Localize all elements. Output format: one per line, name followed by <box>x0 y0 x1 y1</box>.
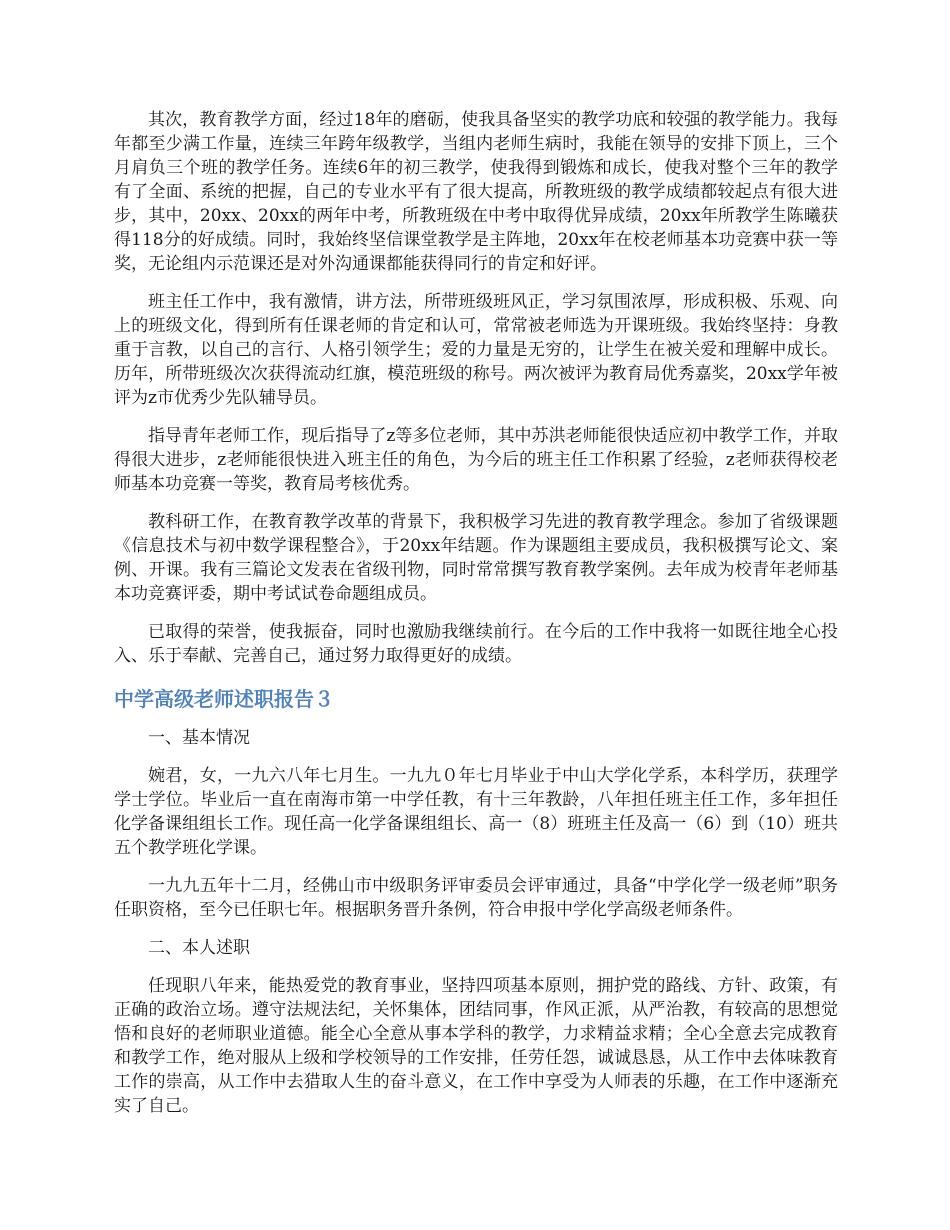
document-page <box>114 108 838 1132</box>
paragraph-teaching: 其次，教育教学方面，经过18年的磨砺，使我具备坚实的教学功底和较强的教学能力。我每年都至少满工作量，连续三年跨年级教学，当组内老师生病时，我能在领导的安排下顶上，三个月肩负三个班的教学任务。连续6年的初三教学，使我得到锻炼和成长，使我对整个三年的教学有了全面、系统的把握，自己的专业水平有了很大提高，所教班级的教学成绩都较起点有很大进步，其中，20xx、20xx的两年中考，所教班级在中考中取得优异成绩，20xx年所教学生陈曦获得118分的好成绩。同时，我始终坚信课堂教学是主阵地，20xx年在校老师基本功竞赛中获一等奖，无论组内示范课还是对外沟通课都能获得同行的肯定和好评。 <box>114 110 838 274</box>
paragraph-research: 教科研工作，在教育教学改革的背景下，我积极学习先进的教育教学理念。参加了省级课题《信息技术与初中数学课程整合》，于20xx年结题。作为课题组主要成员，我积极撰写论文、案例、开课。我有三篇论文发表在省级刊物，同时常常撰写教育教学案例。去年成为校青年老师基本功竞赛评委，期中考试试卷命题组成员。 <box>114 512 838 604</box>
paragraph-mentoring: 指导青年老师工作，现后指导了z等多位老师，其中苏洪老师能很快适应初中教学工作，并取得很大进步，z老师能很快进入班主任的角色，为今后的班主任工作积累了经验，z老师获得校老师基本功竞赛一等奖，教育局考核优秀。 <box>114 426 838 494</box>
section-title: 中学高级老师述职报告３ <box>114 687 334 711</box>
paragraph-head-teacher: 班主任工作中，我有激情，讲方法，所带班级班风正，学习氛围浓厚，形成积极、乐观、向上的班级文化，得到所有任课老师的肯定和认可，常常被老师选为开课班级。我始终坚持：身教重于言教，以自己的言行、人格引领学生；爱的力量是无穷的，让学生在被关爱和理解中成长。历年，所带班级次次获得流动红旗，模范班级的称号。两次被评为教育局优秀嘉奖，20xx学年被评为z市优秀少先队辅导员。 <box>114 292 838 408</box>
paragraph-duty-report: 任现职八年来，能热爱党的教育事业，坚持四项基本原则，拥护党的路线、方针、政策，有正确的政治立场。遵守法规法纪，关怀集体，团结同事，作风正派，从严治教，有较高的思想觉悟和良好的老师职业道德。能全心全意从事本学科的教学，力求精益求精；全心全意去完成教育和教学工作，绝对服从上级和学校领导的工作安排，任劳任怨，诚诚恳恳，从工作中去体味教育工作的崇高，从工作中去猎取人生的奋斗意义，在工作中享受为人师表的乐趣，在工作中逐渐充实了自己。 <box>114 976 838 1116</box>
subhead-self-report: 二、本人述职 <box>148 938 250 958</box>
paragraph-biography: 婉君，女，一九六八年七月生。一九九０年七月毕业于中山大学化学系，本科学历，获理学学士学位。毕业后一直在南海市第一中学任教，有十三年教龄，八年担任班主任工作，多年担任化学备课组组长工作。现任高一化学备课组组长、高一（8）班班主任及高一（6）到（10）班共五个教学班化学课。 <box>114 766 838 858</box>
paragraph-honors: 已取得的荣誉，使我振奋，同时也激励我继续前行。在今后的工作中我将一如既往地全心投入、乐于奉献、完善自己，通过努力取得更好的成绩。 <box>114 622 838 666</box>
paragraph-qualification: 一九九五年十二月，经佛山市中级职务评审委员会评审通过，具备“中学化学一级老师”职务任职资格，至今已任职七年。根据职务晋升条例，符合申报中学化学高级老师条件。 <box>114 876 838 920</box>
subhead-basic-info: 一、基本情况 <box>148 728 250 748</box>
